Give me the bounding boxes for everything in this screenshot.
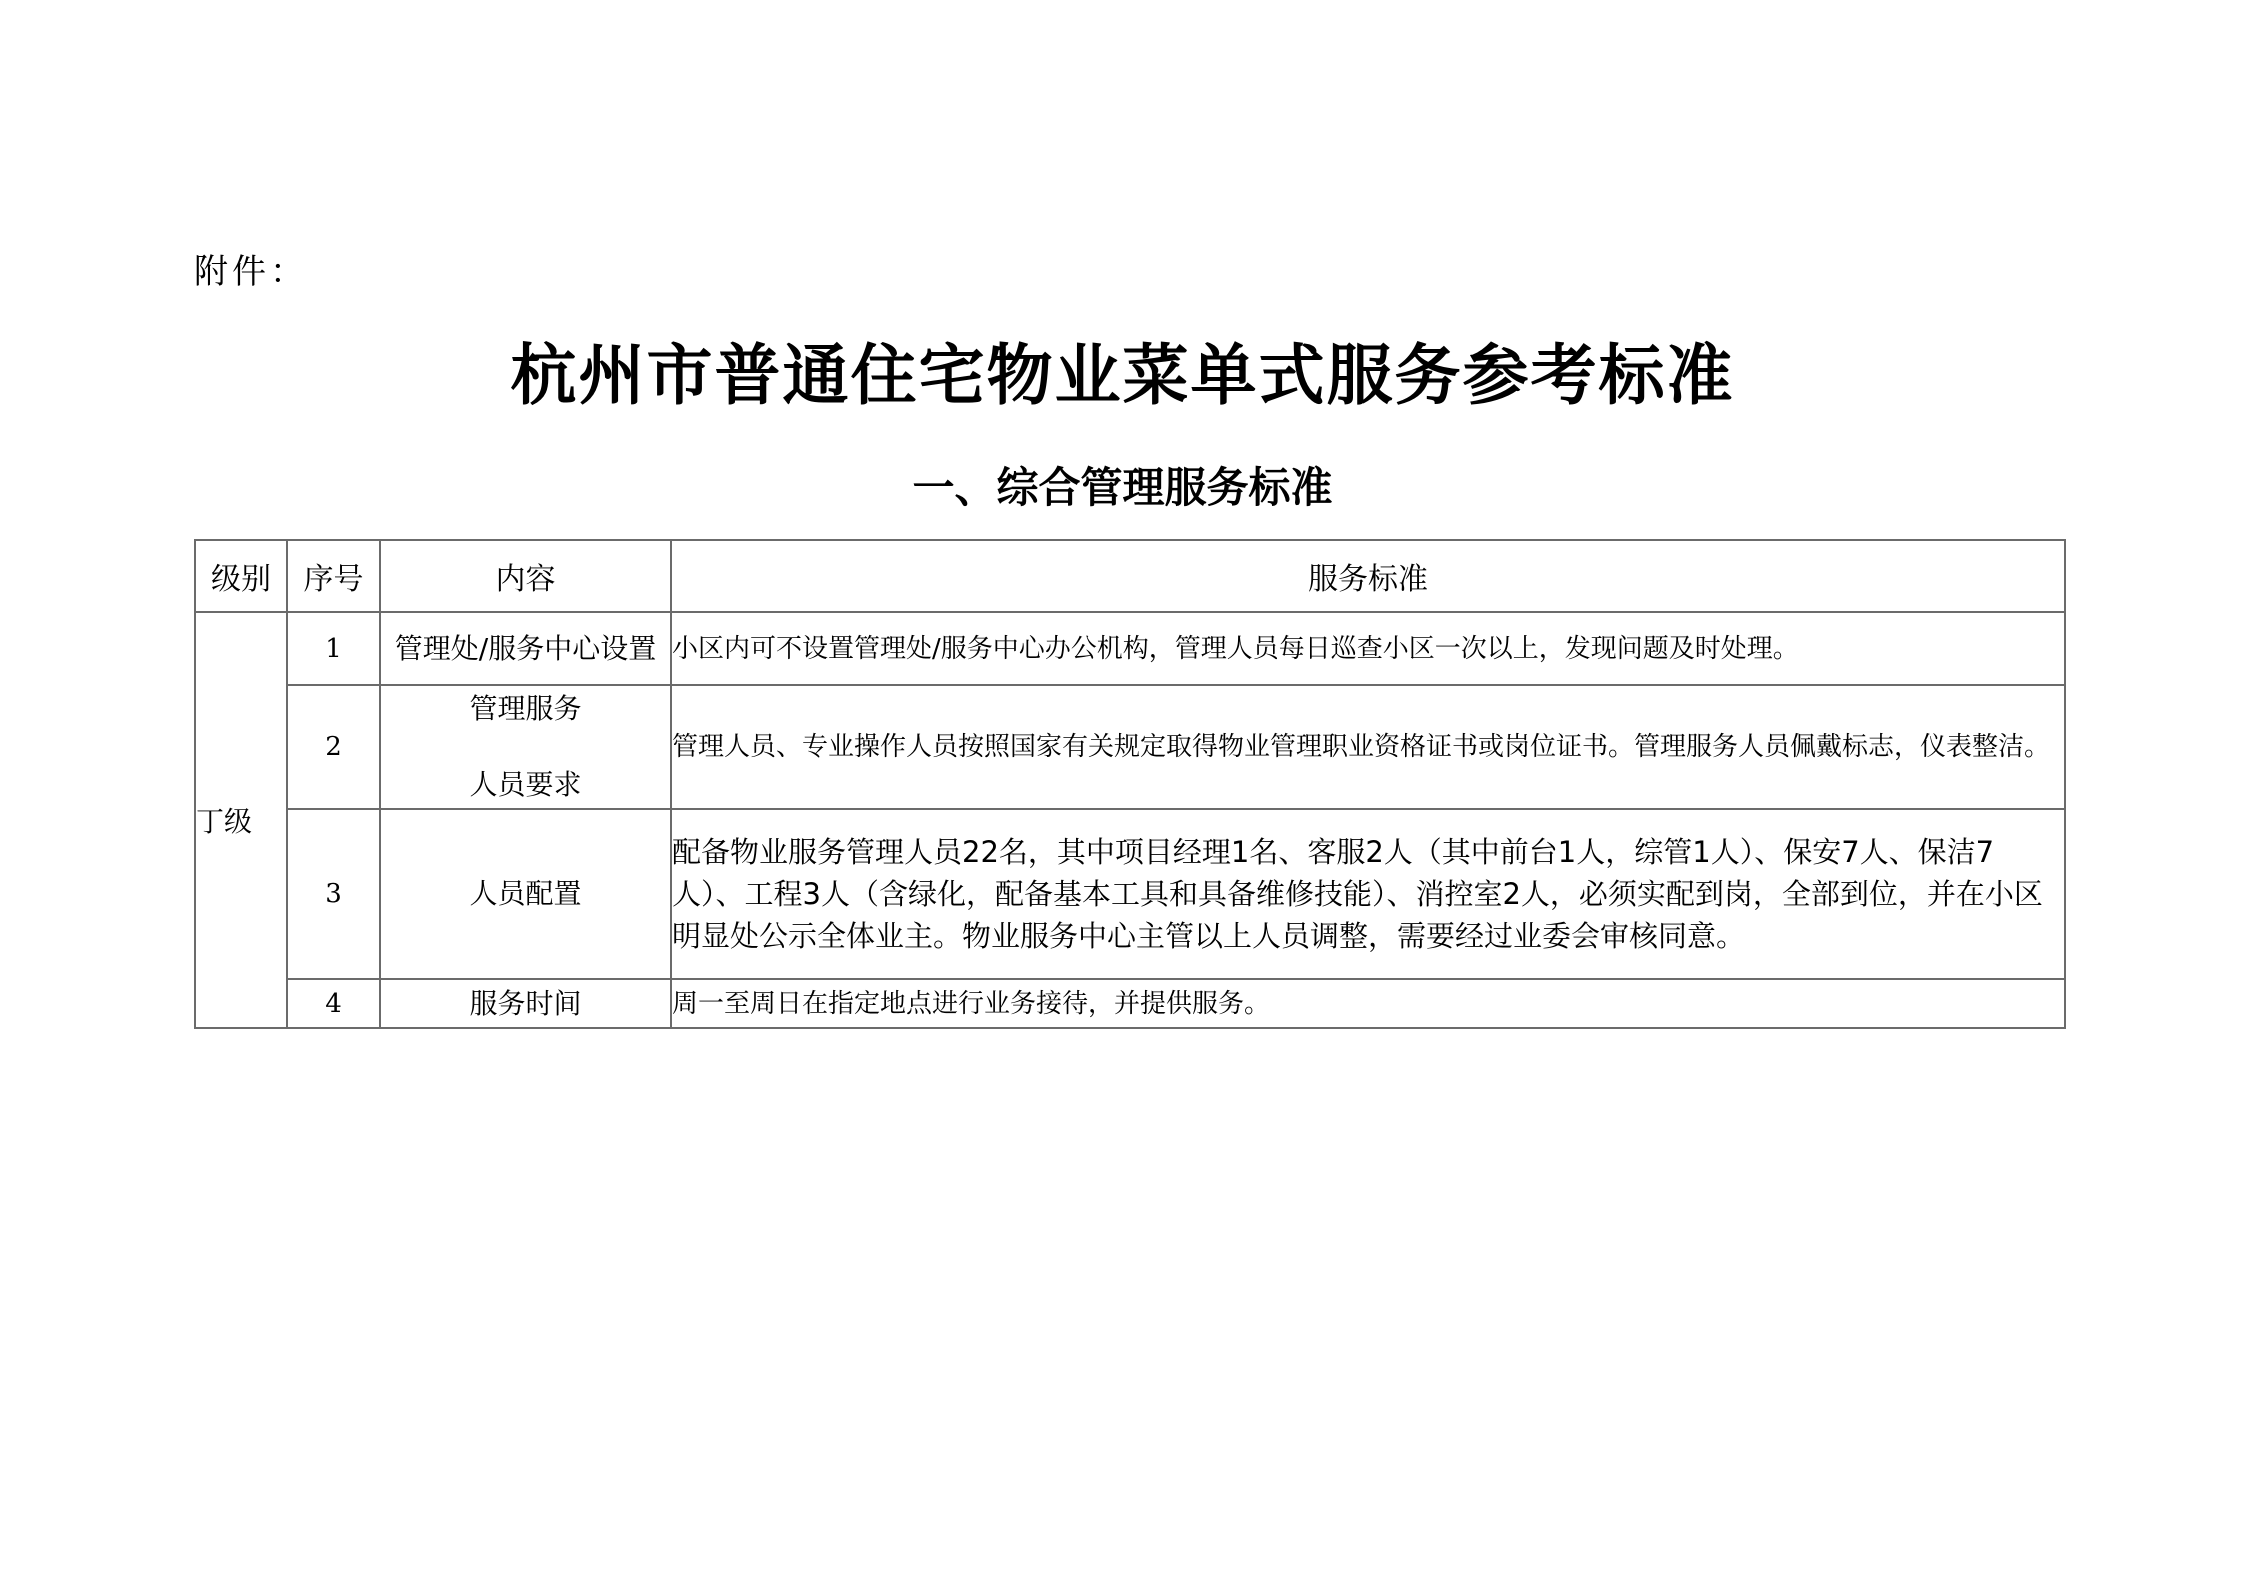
row-content-line: 管理服务	[469, 692, 582, 725]
row-standard: 周一至周日在指定地点进行业务接待，并提供服务。	[671, 979, 2065, 1028]
table-row	[195, 979, 2065, 1028]
row-content-line: 人员要求	[469, 768, 582, 801]
row-content: 服务时间	[380, 979, 671, 1028]
document-title: 杭州市普通住宅物业菜单式服务参考标准	[510, 337, 1735, 414]
section-title: 一、综合管理服务标准	[912, 463, 1333, 512]
row-number: 4	[287, 979, 380, 1028]
table-row	[195, 809, 2065, 979]
row-number: 1	[287, 612, 380, 685]
table-header-row	[195, 540, 2065, 612]
header-number: 序号	[287, 540, 380, 612]
row-content: 管理处/服务中心设置	[380, 612, 671, 685]
level-cell: 丁级	[195, 612, 287, 1028]
row-number: 3	[287, 809, 380, 979]
row-standard: 小区内可不设置管理处/服务中心办公机构，管理人员每日巡查小区一次以上，发现问题及时处理。	[671, 612, 2065, 685]
header-standard: 服务标准	[671, 540, 2065, 612]
header-level: 级别	[195, 540, 287, 612]
row-standard: 配备物业服务管理人员22名，其中项目经理1名、客服2人（其中前台1人，综管1人）、保安7人、保洁7人）、工程3人（含绿化，配备基本工具和具备维修技能）、消控室2人，必须实配到岗，全部到位，并在小区明显处公示全体业主。物业服务中心主管以上人员调整，需要经过业委会审核同意。	[671, 809, 2065, 979]
table-row	[195, 612, 2065, 685]
header-content: 内容	[380, 540, 671, 612]
attachment-label: 附件：	[194, 252, 308, 292]
table-row	[195, 685, 2065, 809]
row-content	[380, 685, 671, 809]
row-standard: 管理人员、专业操作人员按照国家有关规定取得物业管理职业资格证书或岗位证书。管理服务人员佩戴标志，仪表整洁。	[671, 685, 2065, 809]
row-content: 人员配置	[380, 809, 671, 979]
row-number: 2	[287, 685, 380, 809]
service-standard-table	[194, 539, 2066, 1029]
